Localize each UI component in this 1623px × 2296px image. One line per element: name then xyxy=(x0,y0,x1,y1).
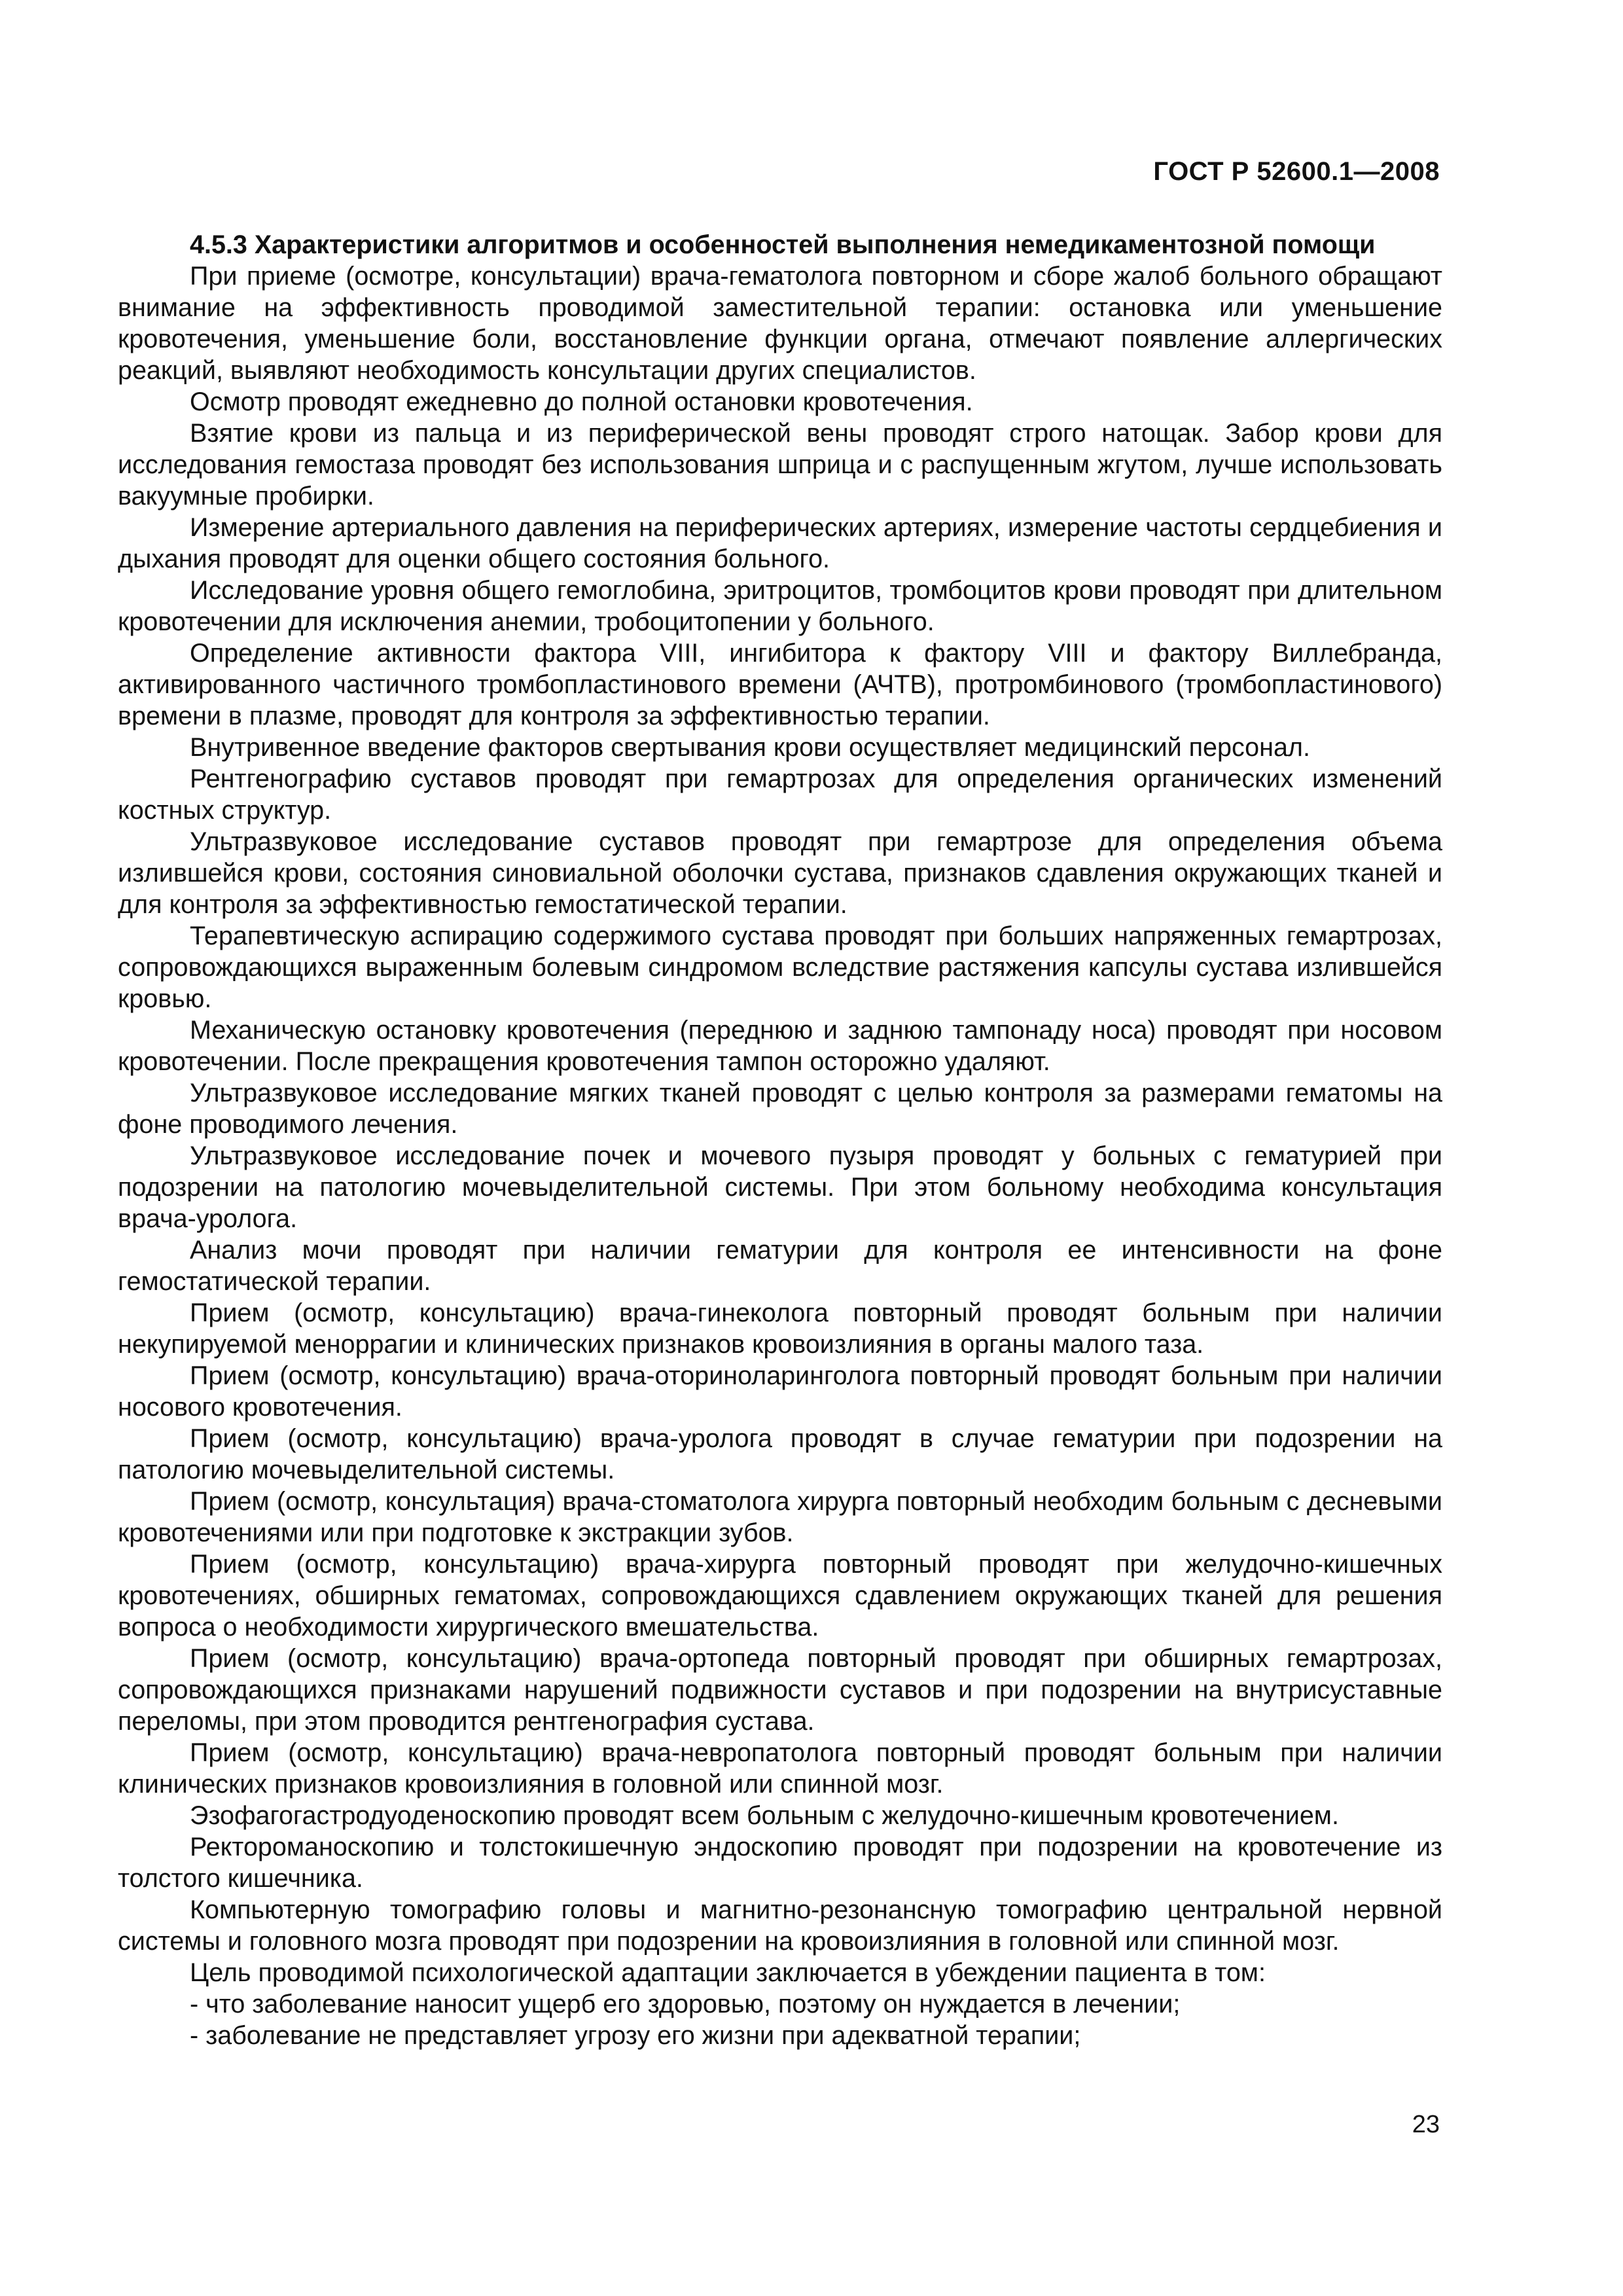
paragraph: Прием (осмотр, консультацию) врача-уролога проводят в случае гематурии при подозрении на патологию мочевыделительной системы. xyxy=(118,1424,1442,1484)
paragraph: Ректороманоскопию и толстокишечную эндоскопию проводят при подозрении на кровотечение из толстого кишечника. xyxy=(118,1833,1442,1893)
paragraph: Взятие крови из пальца и из периферической вены проводят строго натощак. Забор крови для исследования гемостаза проводят без использования шприца и с распущенным жгутом, лучше использовать вакуумные пробирки. xyxy=(118,419,1442,511)
paragraph: Прием (осмотр, консультацию) врача-оториноларинголога повторный проводят больным при наличии носового кровотечения. xyxy=(118,1361,1442,1422)
dash-list-item: - что заболевание наносит ущерб его здоровью, поэтому он нуждается в лечении; xyxy=(190,1990,1181,2018)
page-number: 23 xyxy=(1412,2111,1440,2138)
paragraph: Прием (осмотр, консультацию) врача-хирурга повторный проводят при желудочно-кишечных кровотечениях, обширных гематомах, сопровождающихся сдавлением окружающих тканей для решения вопроса о необходимости хирургического вмешательства. xyxy=(118,1550,1442,1641)
paragraph: Прием (осмотр, консультацию) врача-ортопеда повторный проводят при обширных гемартрозах, сопровождающихся признаками нарушений подвижности суставов и при подозрении на внутрисуставные переломы, при этом проводится рентгенография сустава. xyxy=(118,1644,1442,1736)
paragraph: Эзофагогастродуоденоскопию проводят всем больным с желудочно-кишечным кровотечением. xyxy=(190,1801,1339,1830)
paragraph: Прием (осмотр, консультацию) врача-гинеколога повторный проводят больным при наличии некупируемой меноррагии и клинических признаков кровоизлияния в органы малого таза. xyxy=(118,1299,1442,1359)
standard-id-header: ГОСТ Р 52600.1—2008 xyxy=(1153,157,1440,186)
paragraph: Прием (осмотр, консультацию) врача-невропатолога повторный проводят больным при наличии клинических признаков кровоизлияния в головной или спинной мозг. xyxy=(118,1738,1442,1799)
dash-list-item: - заболевание не представляет угрозу его жизни при адекватной терапии; xyxy=(190,2021,1081,2050)
paragraph: Анализ мочи проводят при наличии гематурии для контроля ее интенсивности на фоне гемостатической терапии. xyxy=(118,1236,1442,1296)
paragraph: Терапевтическую аспирацию содержимого сустава проводят при больших напряженных гемартрозах, сопровождающихся выраженным болевым синдромом вследствие растяжения капсулы сустава излившейся кровью. xyxy=(118,922,1442,1013)
paragraph: Осмотр проводят ежедневно до полной остановки кровотечения. xyxy=(190,387,973,416)
paragraph: Прием (осмотр, консультация) врача-стоматолога хирурга повторный необходим больным с десневыми кровотечениями или при подготовке к экстракции зубов. xyxy=(118,1487,1442,1547)
paragraph: Ультразвуковое исследование почек и мочевого пузыря проводят у больных с гематурией при подозрении на патологию мочевыделительной системы. При этом больному необходима консультация врача-уролога. xyxy=(118,1141,1442,1233)
paragraph: Рентгенографию суставов проводят при гемартрозах для определения органических изменений костных структур. xyxy=(118,764,1442,825)
section-content xyxy=(118,229,1442,2051)
paragraph: Цель проводимой психологической адаптации заключается в убеждении пациента в том: xyxy=(190,1958,1266,1987)
paragraph: Исследование уровня общего гемоглобина, эритроцитов, тромбоцитов крови проводят при длительном кровотечении для исключения анемии, тробоцитопении у больного. xyxy=(118,576,1442,636)
paragraph: Компьютерную томографию головы и магнитно-резонансную томографию центральной нервной системы и головного мозга проводят при подозрении на кровоизлияния в головной или спинной мозг. xyxy=(118,1895,1442,1956)
paragraph: При приеме (осмотре, консультации) врача-гематолога повторном и сборе жалоб больного обращают внимание на эффективность проводимой заместительной терапии: остановка или уменьшение кровотечения, уменьшение боли, восстановление функции органа, отмечают появление аллергических реакций, выявляют необходимость консультации других специалистов. xyxy=(118,262,1442,385)
section-heading: 4.5.3 Характеристики алгоритмов и особенностей выполнения немедикаментозной помощи xyxy=(190,230,1376,259)
paragraph: Механическую остановку кровотечения (переднюю и заднюю тампонаду носа) проводят при носовом кровотечении. После прекращения кровотечения тампон осторожно удаляют. xyxy=(118,1016,1442,1076)
paragraph: Внутривенное введение факторов свертывания крови осуществляет медицинский персонал. xyxy=(190,733,1310,762)
paragraph: Измерение артериального давления на периферических артериях, измерение частоты сердцебиения и дыхания проводят для оценки общего состояния больного. xyxy=(118,513,1442,573)
paragraph: Ультразвуковое исследование мягких тканей проводят с целью контроля за размерами гематомы на фоне проводимого лечения. xyxy=(118,1079,1442,1139)
paragraph: Определение активности фактора VIII, ингибитора к фактору VIII и фактору Виллебранда, активированного частичного тромбопластинового времени (АЧТВ), протромбинового (тромбопластинового) времени в плазме, проводят для контроля за эффективностью терапии. xyxy=(118,639,1442,730)
paragraph: Ультразвуковое исследование суставов проводят при гемартрозе для определения объема излившейся крови, состояния синовиальной оболочки сустава, признаков сдавления окружающих тканей и для контроля за эффективностью гемостатической терапии. xyxy=(118,827,1442,919)
